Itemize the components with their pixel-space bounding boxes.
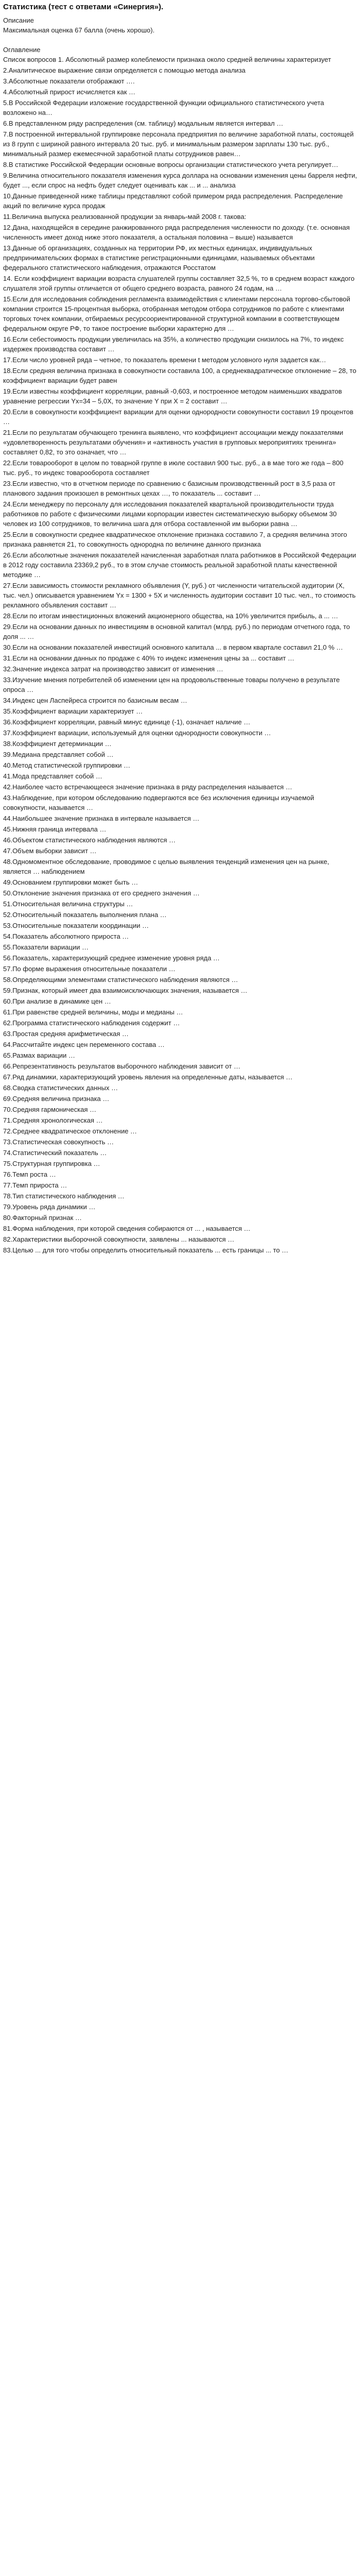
- question-item: 55.Показатели вариации …: [3, 943, 89, 951]
- question-item: 26.Если абсолютные значения показателей начисленная заработная плата работников в Российской Федерации в 2012 году составила 23369,2 руб., то в этом случае стоимость реальной заработной платы качественной методике …: [3, 551, 356, 579]
- question-item: 44.Наибольшее значение признака в интервале называется …: [3, 815, 200, 822]
- question-item: 37.Коэффициент вариации, используемый для оценки однородности совокупности …: [3, 729, 271, 737]
- question-item: 16.Если себестоимость продукции увеличилась на 35%, а количество продукции снизилось на 7%, то индекс издержек производства составит …: [3, 335, 344, 353]
- question-item: 9.Величина относительного показателя изменения курса доллара на основании изменения цены барреля нефти, будет ..., если спрос на нефть будет следует оценивать как ... и ... анализа: [3, 172, 357, 189]
- question-item: 29.Если на основании данных по инвестициям в основной капитал (млрд. руб.) по периодам отчетного года, то доля ... …: [3, 623, 350, 640]
- question-item: 31.Если на основании данных по продаже с 40% то индекс изменения цены за ... составит …: [3, 654, 295, 662]
- question-item: 42.Наиболее часто встречающееся значение признака в ряду распределения называется …: [3, 783, 293, 791]
- question-item: 54.Показатель абсолютного прироста …: [3, 933, 129, 940]
- question-item: 2.Аналитическое выражение связи определяется с помощью метода анализа: [3, 66, 246, 74]
- question-item: 82.Характеристики выборочной совокупности, заявлены ... называются …: [3, 1235, 235, 1243]
- question-item: 46.Объектом статистического наблюдения являются …: [3, 836, 176, 844]
- question-item: 57.По форме выражения относительные показатели …: [3, 965, 176, 973]
- question-item: 63.Простая средняя арифметическая …: [3, 1030, 129, 1038]
- question-item: 23.Если известно, что в отчетном периоде по сравнению с базисным производственный рост в 3,5 раза от планового задания произошел в ремонтных цехах …, то показатель ... составит …: [3, 480, 336, 497]
- question-item: 27.Если зависимость стоимости рекламного объявления (Y, руб.) от численности читательской аудитории (X, тыс. чел.) описывается уравнением Yx = 1300 + 5X и численность аудитории составит 10 тыс. чел., то стоимость рекламного объявления составит …: [3, 582, 356, 609]
- question-item: 48.Одномоментное обследование, проводимое с целью выявления тенденций изменения цен на рынке, является … наблюдением: [3, 858, 330, 875]
- question-item: 28.Если по итогам инвестиционных вложений акционерного общества, на 10% увеличится прибыль, а ... …: [3, 612, 338, 620]
- question-item: 43.Наблюдение, при котором обследованию подвергаются все без исключения единицы изучаемой совокупности, называется …: [3, 794, 314, 811]
- question-item: 19.Если известны коэффициент корреляции, равный -0,603, и построенное методом наименьших квадратов уравнение регрессии Yx=34 – 5,0X, то значение Y при X = 2 составит …: [3, 387, 342, 405]
- question-item: 66.Репрезентативность результатов выборочного наблюдения зависит от …: [3, 1062, 240, 1070]
- question-item: 22.Если товарооборот в целом по товарной группе в июле составил 900 тыс. руб., а в мае того же года – 800 тыс. руб., то индекс товарооборота составляет: [3, 459, 343, 477]
- question-item: 5.В Российской Федерации изложение государственной функции официального статистического учета возложено на…: [3, 99, 324, 116]
- question-item: 62.Программа статистического наблюдения содержит …: [3, 1019, 180, 1027]
- question-item: 49.Основанием группировки может быть …: [3, 878, 139, 886]
- question-item: 20.Если в совокупности коэффициент вариации для оценки однородности совокупности составил 19 процентов …: [3, 408, 354, 426]
- question-item: 33.Изучение мнения потребителей об изменении цен на продовольственные товары получено в результате опроса …: [3, 676, 340, 693]
- question-item: 38.Коэффициент детерминации …: [3, 740, 112, 748]
- question-item: 35.Коэффициент вариации характеризует …: [3, 707, 143, 715]
- question-item: 73.Статистическая совокупность …: [3, 1138, 114, 1146]
- question-item: 7.В построенной интервальной группировке персонала предприятия по величине заработной платы, состоящей из 8 групп с шириной равного интервала 20 тыс. руб. и минимальным размером зарплаты 130 тыс. руб., минимальный размер ежемесячной заработной платы сотрудников равен…: [3, 130, 354, 158]
- question-item: 4.Абсолютный прирост исчисляется как …: [3, 88, 135, 96]
- question-item: 6.В представленном ряду распределения (см. таблицу) модальным является интервал …: [3, 120, 283, 127]
- question-item: 39.Медиана представляет собой …: [3, 751, 114, 758]
- question-item: 78.Тип статистического наблюдения …: [3, 1192, 125, 1200]
- document-meta: [3, 15, 358, 55]
- question-item: 18.Если средняя величина признака в совокупности составила 100, а среднеквадратическое отклонение – 28, то коэффициент вариации будет равен: [3, 367, 356, 384]
- question-item: 30.Если на основании показателей инвестиций основного капитала ... в первом квартале составил 21,0 % …: [3, 643, 343, 651]
- question-item: 15.Если для исследования соблюдения регламента взаимодействия с клиентами персонала торгово-сбытовой компании строится 15-процентная выборка, отобранная методом отбора сотрудников по работе с клиентами торговых точек компании, отбираемых ресурсоориентированной структурной компании в соответствующем федеральном округе РФ, то такое построение выборки характерно для …: [3, 295, 351, 332]
- question-item: 51.Относительная величина структуры …: [3, 900, 133, 908]
- question-item: 76.Темп роста …: [3, 1171, 56, 1178]
- question-item: 72.Среднее квадратическое отклонение …: [3, 1127, 137, 1135]
- question-item: 36.Коэффициент корреляции, равный минус единице (-1), означает наличие …: [3, 718, 251, 726]
- meta-line: [3, 35, 358, 45]
- question-item: 32.Значение индекса затрат на производство зависит от изменения …: [3, 665, 224, 673]
- question-item: 61.При равенстве средней величины, моды и медианы …: [3, 1008, 183, 1016]
- question-item: 67.Ряд динамики, характеризующий уровень явления на определенные даты, называется …: [3, 1073, 293, 1081]
- question-item: 10.Данные приведенной ниже таблицы представляют собой примером ряда распределения. Распределение акций по величине курса продаж: [3, 192, 343, 210]
- question-item: 12.Дана, находящейся в середине ранжированного ряда распределения численности по доходу. (т.е. основная численность имеет доход ниже этого показателя, а остальная половина – выше) называется: [3, 224, 350, 241]
- question-item: 47.Объем выборки зависит …: [3, 847, 97, 855]
- question-item: 68.Сводка статистических данных …: [3, 1084, 118, 1092]
- question-item: 11.Величина выпуска реализованной продукции за январь-май 2008 г. такова:: [3, 213, 247, 221]
- question-item: 25.Если в совокупности среднее квадратическое отклонение признака составило 7, а средняя величина этого признака равняется 21, то совокупность однородна по величине данного признака: [3, 531, 347, 548]
- question-item: 69.Средняя величина признака …: [3, 1095, 110, 1103]
- question-item: 50.Отклонение значения признака от его среднего значения …: [3, 889, 200, 897]
- meta-line: Максимальная оценка 67 балла (очень хорошо).: [3, 26, 155, 34]
- question-item: 14. Если коэффициент вариации возраста слушателей группы составляет 32,5 %, то в среднем возраст каждого слушателя этой группы отличается от общего среднего возраста, равного 24 годам, на …: [3, 275, 355, 292]
- question-item: 70.Средняя гармоническая …: [3, 1106, 96, 1113]
- question-item: 81.Форма наблюдения, при которой сведения собираются от ... , называется …: [3, 1225, 251, 1232]
- question-item: 53.Относительные показатели координации …: [3, 922, 149, 929]
- question-item: 65.Размах вариации …: [3, 1052, 75, 1059]
- question-item: 79.Уровень ряда динамики …: [3, 1203, 96, 1211]
- question-item: Список вопросов 1. Абсолютный размер колеблемости признака около средней величины характеризует: [3, 56, 331, 63]
- question-item: 8.В статистике Российской Федерации основные вопросы организации статистического учета регулирует…: [3, 161, 338, 168]
- question-item: 71.Средняя хронологическая …: [3, 1116, 103, 1124]
- question-item: 77.Темп прироста …: [3, 1181, 67, 1189]
- question-item: 3.Абсолютные показатели отображают ….: [3, 77, 135, 85]
- question-item: 13.Данные об организациях, созданных на территории РФ, их местных единицах, индивидуальных предпринимательских формах в статистике регистрационными единицами, называемых объектами федерального статистического наблюдения, отражаются Росстатом: [3, 244, 315, 272]
- question-item: 80.Факторный признак …: [3, 1214, 82, 1222]
- question-item: 83.Целью ... для того чтобы определить относительный показатель ... есть границы ... то …: [3, 1246, 288, 1254]
- question-item: 21.Если по результатам обучающего тренинга выявлено, что коэффициент ассоциации между показателями «удовлетворенность результатами обучения» и «активность участия в групповых мероприятиях тренинга» составляет 0,82, то это означает, что …: [3, 429, 343, 456]
- question-item: 41.Мода представляет собой …: [3, 772, 102, 780]
- question-item: 56.Показатель, характеризующий среднее изменение уровня ряда …: [3, 954, 220, 962]
- question-item: 24.Если менеджеру по персоналу для исследования показателей квартальной производительности труда работников по работе с физическими лицами корпорации известен систематическую выборку объемом 30 человек из 100 сотрудников, то величина шага для отбора составленной им выборки равна …: [3, 500, 337, 528]
- question-item: 52.Относительный показатель выполнения плана …: [3, 911, 167, 919]
- question-item: 34.Индекс цен Ласпейреса строится по базисным весам …: [3, 697, 187, 704]
- question-list: [3, 55, 358, 1255]
- question-item: 74.Статистический показатель …: [3, 1149, 107, 1157]
- question-item: 64.Рассчитайте индекс цен переменного состава …: [3, 1041, 165, 1048]
- document-page: [0, 0, 361, 1261]
- question-item: 17.Если число уровней ряда – четное, то показатель времени t методом условного нуля задается как…: [3, 356, 326, 364]
- question-item: 75.Структурная группировка …: [3, 1160, 100, 1167]
- question-item: 45.Нижняя граница интервала …: [3, 825, 107, 833]
- question-item: 60.При анализе в динамике цен …: [3, 997, 111, 1005]
- meta-line: Оглавление: [3, 46, 41, 54]
- meta-line: Описание: [3, 16, 34, 24]
- document-title: Статистика (тест с ответами «Синергия»).: [3, 3, 164, 11]
- question-item: 58.Определяющими элементами статистического наблюдения являются …: [3, 976, 238, 984]
- question-item: 59.Признак, который имеет два взаимоисключающих значения, называется …: [3, 987, 248, 994]
- question-item: 40.Метод статистической группировки …: [3, 761, 131, 769]
